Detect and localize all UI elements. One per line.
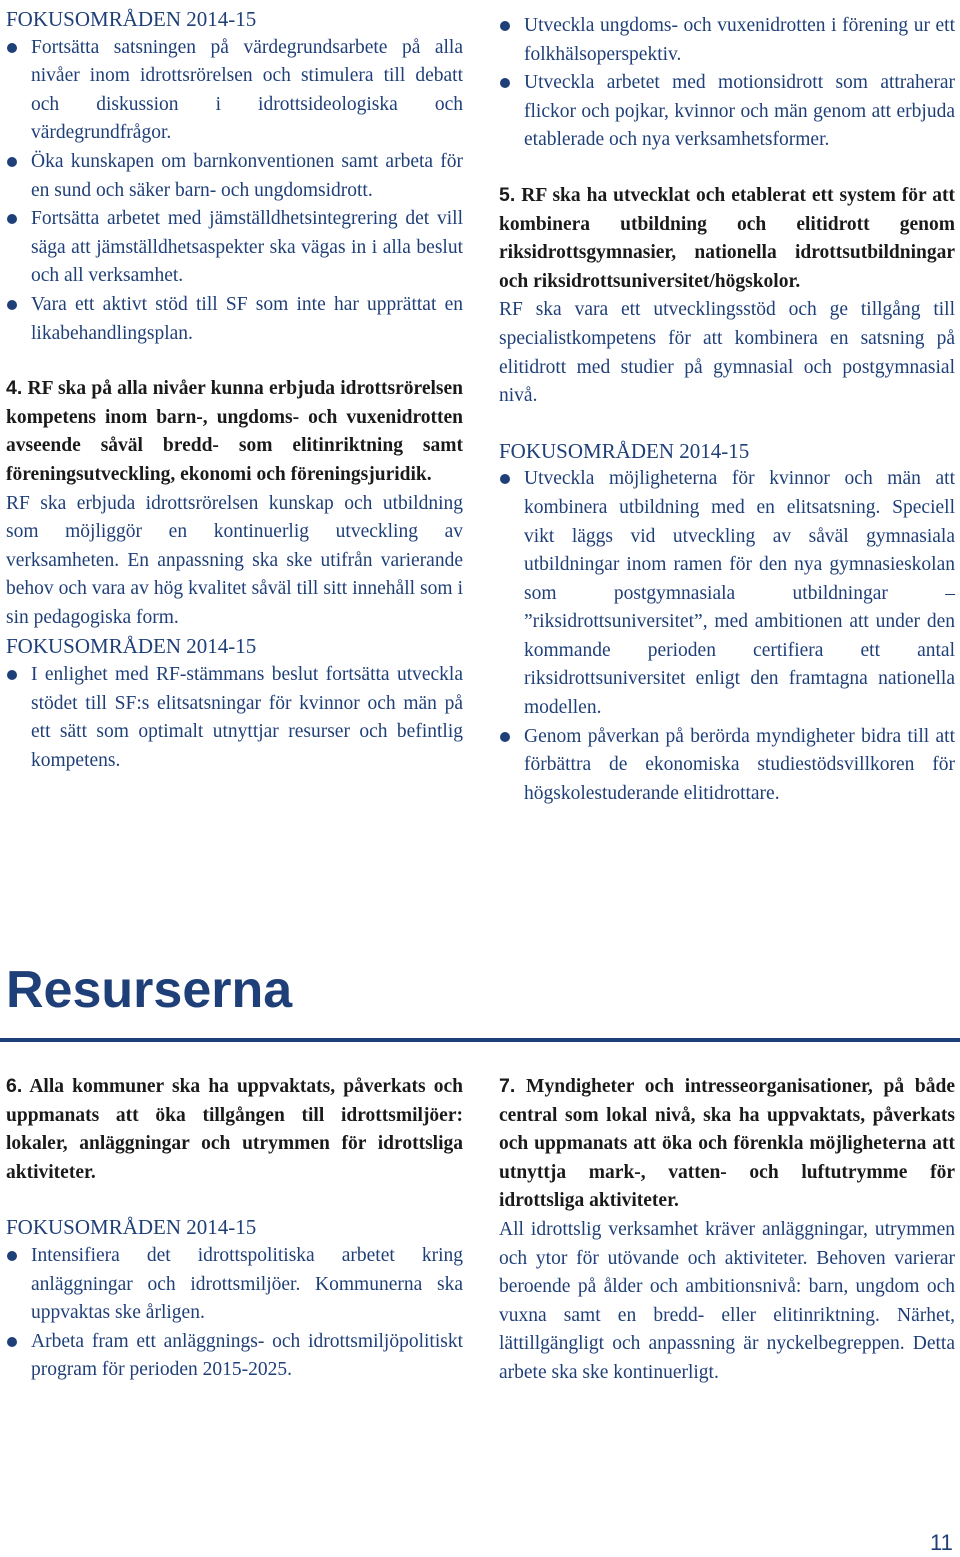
focus-heading: FOKUSOMRÅDEN 2014-15 [499, 438, 750, 463]
goal-body: RF ska vara ett utvecklingsstöd och ge tillgång till specialistkompetens för att kombinera en satsning på elitidrott med studier på gymnasial och postgymnasial nivå. [499, 299, 955, 407]
focus-heading: FOKUSOMRÅDEN 2014-15 [6, 7, 257, 31]
bullet-icon [7, 300, 17, 310]
bullet-icon [7, 157, 17, 167]
bullet-icon [7, 670, 17, 680]
bullet-icon [7, 214, 17, 224]
goal-heading: 7. Myndigheter och intresseorganisationer, på både central som lokal nivå, ska ha uppvaktats, påverkats och uppmanats att öka och förenkla möjligheterna att utnyttja mark-, vatten- och luftutrymme för idrottsliga aktiviteter. [499, 1075, 956, 1212]
list-item: Fortsätta satsningen på värdegrundsarbete på alla nivåer inom idrottsrörelsen och stimulera till debatt och diskussion i idrottsideologiska och värdegrundfrågor. [6, 34, 463, 148]
list-item: Utveckla möjligheterna för kvinnor och män att kombinera utbildning med en elitsatsning. Speciell vikt läggs vid utveckling av såväl gymnasiala utbildningar inom ramen för den nya gymnasieskolan som postgymnasiala utbildningar – ”riksidrottsuniversitet”, med ambitionen att under den kommande perioden certifiera ett antal riksidrottsuniversitet enligt den framtagna nationella modellen. [499, 465, 955, 722]
bullet-icon [500, 474, 510, 484]
focus-list [499, 465, 955, 808]
bullet-icon [500, 732, 510, 742]
goal-body: RF ska erbjuda idrottsrörelsen kunskap och utbildning som möjliggör en kontinuerlig utveckling av verksamheten. En anpassning ska ske utifrån varierande behov och vara av hög kvalitet såväl till sitt innehåll som i sin pedagogiska form. [6, 492, 463, 628]
focus-list [499, 12, 955, 155]
bottom-left-column [6, 1072, 463, 1385]
bullet-icon [500, 21, 510, 31]
focus-heading: FOKUSOMRÅDEN 2014-15 [6, 1215, 257, 1240]
list-item: Vara ett aktivt stöd till SF som inte har upprättat en likabehandlingsplan. [6, 291, 463, 348]
bullet-icon [500, 78, 510, 88]
list-item: Genom påverkan på berörda myndigheter bidra till att förbättra de ekonomiska studiestödsvillkoren för högskolestuderande elitidrottare. [499, 723, 955, 809]
list-item: Öka kunskapen om barnkonventionen samt arbeta för en sund och säker barn- och ungdomsidrott. [6, 148, 463, 205]
goal-heading: 6. Alla kommuner ska ha uppvaktats, påverkats och uppmanats att öka tillgången till idrottsmiljöer: lokaler, anläggningar och utrymmen för idrottsliga aktiviteter. [6, 1075, 463, 1183]
top-right-column [499, 12, 955, 808]
goal-heading: 4. RF ska på alla nivåer kunna erbjuda idrottsrörelsen kompetens inom barn-, ungdoms- och vuxenidrotten avseende såväl bredd- som elitinriktning samt föreningsutveckling, ekonomi och föreningsjuridik. [6, 377, 464, 485]
list-item: Fortsätta arbetet med jämställdhetsintegrering det vill säga att jämställdhetsaspekter ska vägas in i alla beslut och all verksamhet. [6, 205, 463, 291]
focus-list [6, 1242, 463, 1385]
list-item: Utveckla ungdoms- och vuxenidrotten i förening ur ett folkhälsoperspektiv. [499, 12, 955, 69]
focus-list [6, 34, 463, 349]
section-title: Resurserna [6, 961, 293, 1019]
bullet-icon [7, 1337, 17, 1347]
list-item: I enlighet med RF-stämmans beslut fortsätta utveckla stödet till SF:s elitsatsningar för kvinnor och män på ett sätt som optimalt utnyttjar resurser och befintlig kompetens. [6, 661, 463, 775]
section-divider [0, 1038, 960, 1042]
focus-heading: FOKUSOMRÅDEN 2014-15 [6, 634, 257, 659]
page-number: 11 [930, 1530, 953, 1555]
list-item: Intensifiera det idrottspolitiska arbetet kring anläggningar och idrottsmiljöer. Kommunerna ska uppvaktas ske årligen. [6, 1242, 463, 1328]
bottom-right-column [499, 1072, 955, 1388]
bullet-icon [7, 1251, 17, 1261]
list-item: Utveckla arbetet med motionsidrott som attraherar flickor och pojkar, kvinnor och män genom att erbjuda etablerade och nya verksamhetsformer. [499, 69, 955, 155]
list-item: Arbeta fram ett anläggnings- och idrottsmiljöpolitiskt program för perioden 2015-2025. [6, 1328, 463, 1385]
top-left-column [6, 5, 463, 775]
focus-list [6, 661, 463, 775]
bullet-icon [7, 43, 17, 53]
goal-body: All idrottslig verksamhet kräver anläggningar, utrymmen och ytor för utövande och aktiviteter. Behoven varierar beroende på ålder och ambitionsnivå: barn, ungdom och vuxna samt en bredd- eller elitinriktning. Närhet, lättillgängligt och anpassning är nyckelbegreppen. Detta arbete ska ske kontinuerligt. [499, 1218, 955, 1383]
goal-heading: 5. RF ska ha utvecklat och etablerat ett system för att kombinera utbildning och elitidrott genom riksidrottsgymnasier, nationella idrottsutbildningar och riksidrottsuniversitet/högskolor. [499, 183, 956, 292]
